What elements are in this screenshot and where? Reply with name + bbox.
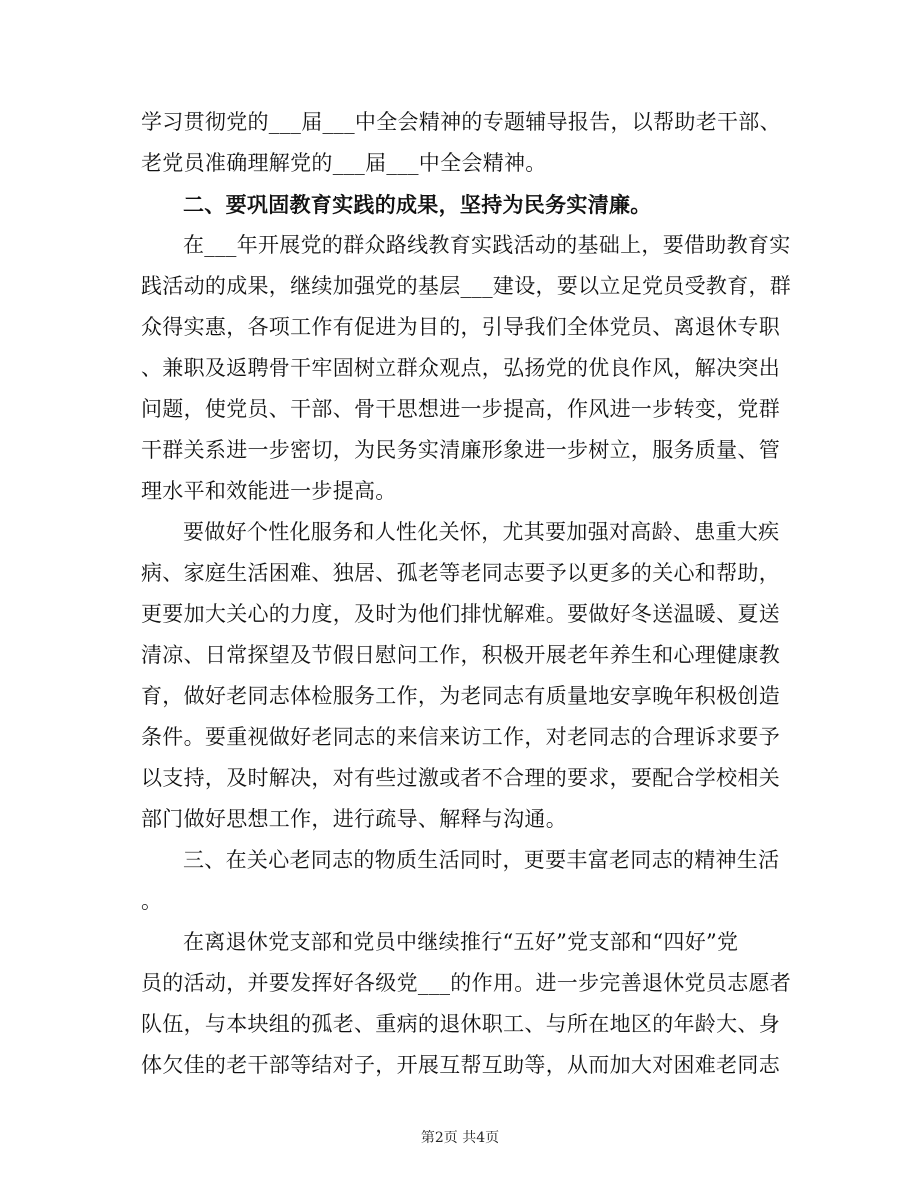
text-line: 、兼职及返聘骨干牢固树立群众观点，弘扬党的优良作风，解决突出 [141, 356, 780, 380]
text-line: 。 [141, 889, 163, 913]
text-line: 干群关系进一步密切，为民务实清廉形象进一步树立，服务质量、管 [141, 438, 780, 462]
text-line: 清凉、日常探望及节假日慰问工作，积极开展老年养生和心理健康教 [141, 643, 780, 667]
text-line: 众得实惠，各项工作有促进为目的，引导我们全体党员、离退休专职 [141, 315, 780, 339]
document-body [141, 102, 792, 1086]
text-line: 问题，使党员、干部、骨干思想进一步提高，作风进一步转变，党群 [141, 397, 780, 421]
text-line: 践活动的成果，继续加强党的基层___建设，要以立足党员受教育，群 [141, 274, 792, 298]
text-line: 理水平和效能进一步提高。 [141, 479, 397, 503]
text-line: 在离退休党支部和党员中继续推行“五好”党支部和“四好”党 [183, 930, 739, 954]
text-line: 部门做好思想工作，进行疏导、解释与沟通。 [141, 807, 567, 831]
text-line: 体欠佳的老干部等结对子，开展互帮互助等，从而加大对困难老同志 [141, 1053, 780, 1077]
text-line: 老党员准确理解党的___届___中全会精神。 [141, 151, 547, 175]
text-line: 三、在关心老同志的物质生活同时，更要丰富老同志的精神生活 [183, 848, 780, 872]
text-line: 以支持，及时解决，对有些过激或者不合理的要求，要配合学校相关 [141, 766, 780, 790]
text-line: 育，做好老同志体检服务工作，为老同志有质量地安享晚年积极创造 [141, 684, 780, 708]
text-line: 病、家庭生活困难、独居、孤老等老同志要予以更多的关心和帮助， [141, 561, 780, 585]
page-indicator: 第2页 共4页 [420, 1130, 500, 1146]
text-line: 要做好个性化服务和人性化关怀，尤其要加强对高龄、患重大疾 [183, 520, 780, 544]
text-line: 队伍，与本块组的孤老、重病的退休职工、与所在地区的年龄大、身 [141, 1012, 780, 1036]
page-footer [0, 1128, 920, 1148]
text-line: 更要加大关心的力度，及时为他们排忧解难。要做好冬送温暖、夏送 [141, 602, 780, 626]
text-line: 学习贯彻党的___届___中全会精神的专题辅导报告，以帮助老干部、 [141, 110, 781, 134]
text-line: 员的活动，并要发挥好各级党___的作用。进一步完善退休党员志愿者 [141, 971, 792, 995]
text-line: 在___年开展党的群众路线教育实践活动的基础上，要借助教育实 [183, 233, 791, 257]
text-line: 条件。要重视做好老同志的来信来访工作，对老同志的合理诉求要予 [141, 725, 780, 749]
section-heading-line: 二、要巩固教育实践的成果，坚持为民务实清廉。 [183, 192, 652, 217]
